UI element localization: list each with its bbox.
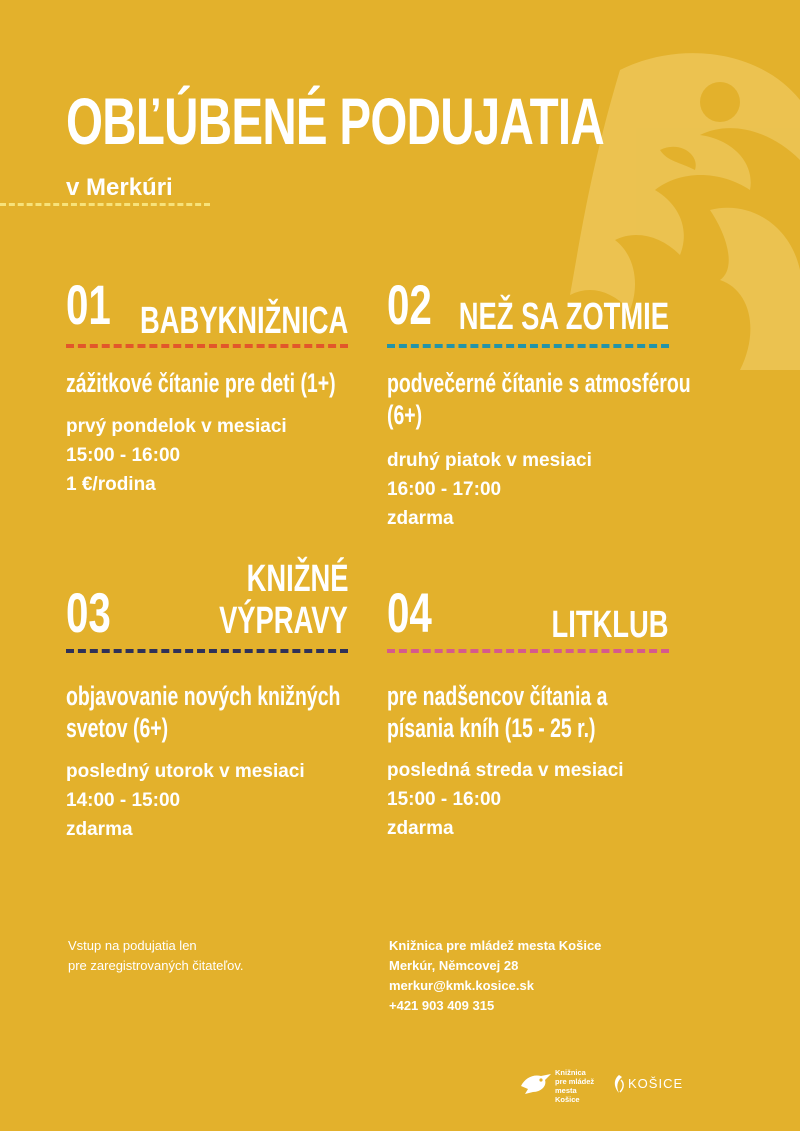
event-when: posledná streda v mesiaci xyxy=(387,760,624,781)
organization-name: Knižnica pre mládež mesta Košice xyxy=(389,938,602,953)
logo-text-line: pre mládež xyxy=(555,1077,595,1086)
event-number: 01 xyxy=(66,273,111,336)
event-price: 1 €/rodina xyxy=(66,474,156,495)
library-logo-text xyxy=(555,1068,599,1104)
event-name: LITKLUB xyxy=(551,604,669,646)
city-logo-text: KOŠICE xyxy=(628,1076,684,1091)
event-description: pre nadšencov čítania a písania kníh (15 - 25 r.) xyxy=(387,681,608,743)
title-divider xyxy=(0,203,210,206)
email-link[interactable]: merkur@kmk.kosice.sk xyxy=(389,978,534,993)
event-price: zdarma xyxy=(387,818,454,839)
logo-text-line: mesta Košice xyxy=(555,1086,580,1104)
event-description: zážitkové čítanie pre deti (1+) xyxy=(66,368,336,398)
event-name-line1: KNIŽNÉ xyxy=(246,558,348,600)
event-name: NEŽ SA ZOTMIE xyxy=(458,296,669,338)
event-divider xyxy=(387,344,669,348)
event-when: druhý piatok v mesiaci xyxy=(387,450,592,471)
event-name: BABYKNIŽNICA xyxy=(139,300,348,342)
registration-note xyxy=(68,936,244,976)
event-time: 14:00 - 15:00 xyxy=(66,790,181,811)
event-description: objavovanie nových knižných svetov (6+) xyxy=(66,681,341,743)
library-logo xyxy=(519,1068,599,1104)
logo-text-line: Knižnica xyxy=(555,1068,586,1077)
address: Merkúr, Němcovej 28 xyxy=(389,958,519,973)
event-time: 15:00 - 16:00 xyxy=(66,445,181,466)
event-divider xyxy=(66,344,348,348)
note-line: pre zaregistrovaných čitateľov. xyxy=(68,958,244,973)
event-number: 02 xyxy=(387,273,432,336)
city-crest-icon xyxy=(612,1074,626,1094)
contact-block xyxy=(389,936,601,1016)
phone-number: +421 903 409 315 xyxy=(389,998,495,1013)
event-number: 03 xyxy=(66,581,111,644)
event-price: zdarma xyxy=(66,819,133,840)
event-time: 16:00 - 17:00 xyxy=(387,479,502,500)
event-price: zdarma xyxy=(387,508,454,529)
event-description: podvečerné čítanie s atmosférou (6+) xyxy=(387,368,691,430)
note-line: Vstup na podujatia len xyxy=(68,938,197,953)
event-when: prvý pondelok v mesiaci xyxy=(66,416,287,437)
event-name-line2: VÝPRAVY xyxy=(219,600,348,642)
event-number: 04 xyxy=(387,581,432,644)
bird-logo-icon xyxy=(519,1072,553,1096)
page-title: OBĽÚBENÉ PODUJATIA xyxy=(66,84,604,158)
event-time: 15:00 - 16:00 xyxy=(387,789,502,810)
event-divider xyxy=(66,649,348,653)
page-subtitle: v Merkúri xyxy=(66,174,173,201)
event-divider xyxy=(387,649,669,653)
event-when: posledný utorok v mesiaci xyxy=(66,761,305,782)
